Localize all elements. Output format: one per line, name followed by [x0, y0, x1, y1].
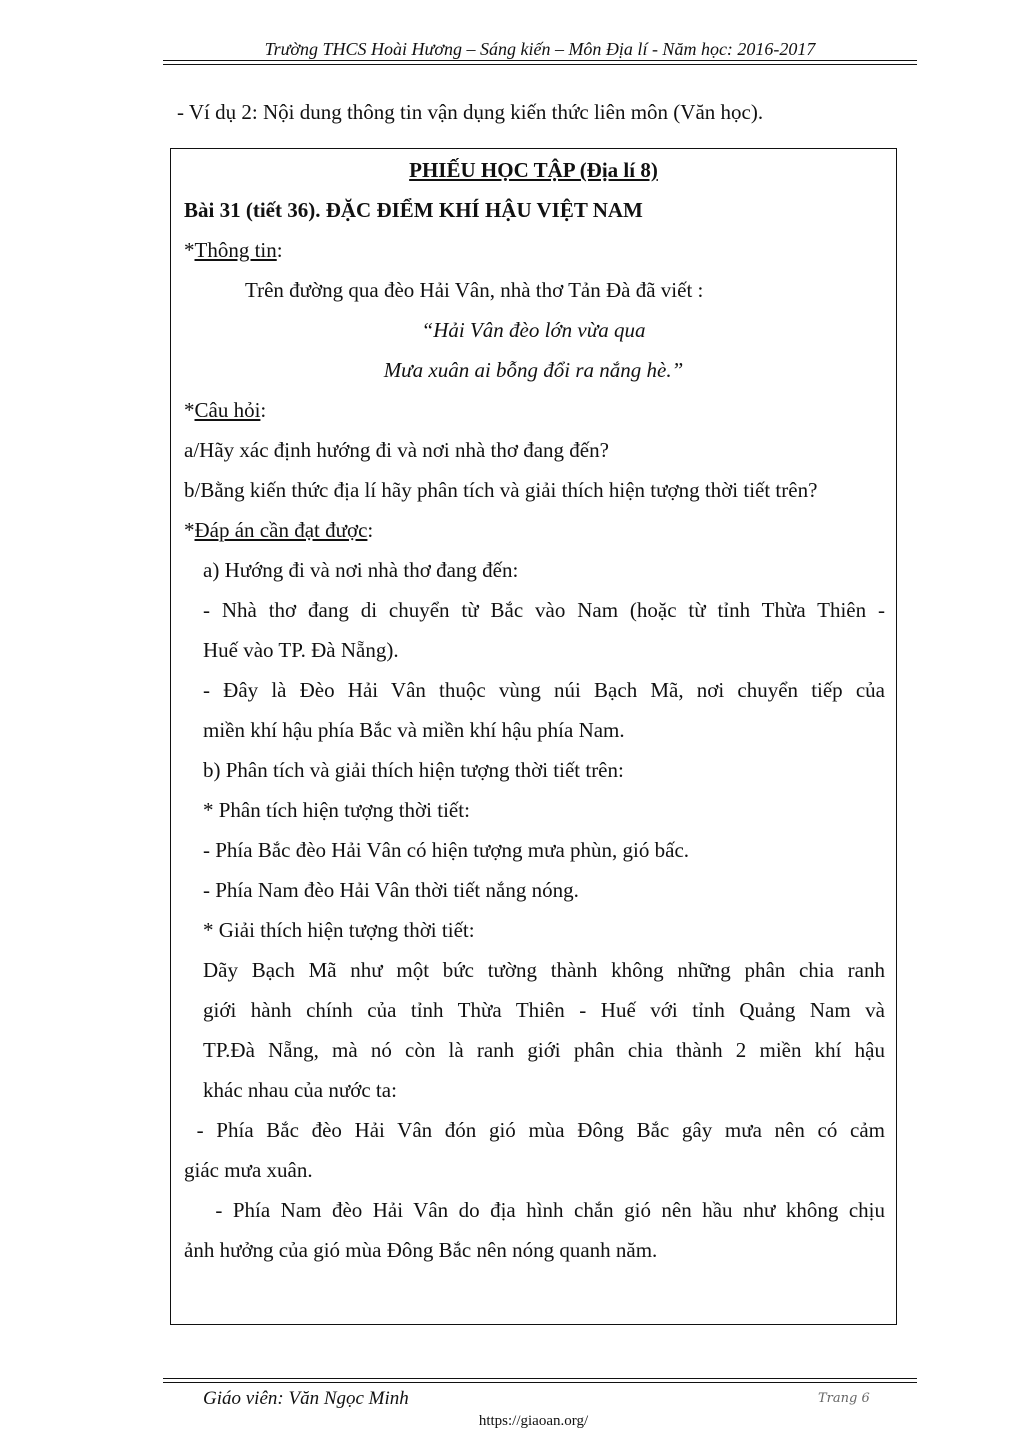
analysis-north: - Phía Bắc đèo Hải Vân có hiện tượng mưa phùn, gió bấc. — [203, 838, 690, 862]
footer-url: https://giaoan.org/ — [478, 1413, 589, 1429]
question-prefix: * — [184, 398, 195, 422]
explanation-north-line-1: - Phía Bắc đèo Hải Vân đón gió mùa Đông Bắc gây mưa nên có cảm — [184, 1118, 885, 1142]
header-rule-bottom — [163, 64, 917, 65]
info-label: Thông tin — [194, 238, 277, 262]
answer-label: Đáp án cần đạt được — [194, 518, 368, 542]
explanation-north-line-2: giác mưa xuân. — [184, 1158, 313, 1182]
question-a: a/Hãy xác định hướng đi và nơi nhà thơ đang đến? — [184, 438, 609, 462]
answer-a-point-1-line-2: Huế vào TP. Đà Nẵng). — [203, 638, 399, 662]
question-label: Câu hỏi — [194, 398, 261, 422]
answer-prefix: * — [184, 518, 195, 542]
poem-line-1: “Hải Vân đèo lớn vừa qua — [421, 318, 646, 342]
explanation-heading: * Giải thích hiện tượng thời tiết: — [203, 918, 475, 942]
page-header: Trường THCS Hoài Hương – Sáng kiến – Môn Địa lí - Năm học: 2016-2017 — [264, 39, 816, 59]
footer-rule-bottom — [163, 1382, 917, 1383]
info-text: Trên đường qua đèo Hải Vân, nhà thơ Tản Đà đã viết : — [245, 278, 704, 302]
question-b: b/Bằng kiến thức địa lí hãy phân tích và giải thích hiện tượng thời tiết trên? — [184, 478, 818, 502]
explanation-south-line-1: - Phía Nam đèo Hải Vân do địa hình chắn gió nên hầu như không chịu — [184, 1198, 885, 1222]
info-heading — [184, 236, 283, 264]
info-prefix: * — [184, 238, 195, 262]
answer-a-point-2-line-1: - Đây là Đèo Hải Vân thuộc vùng núi Bạch Mã, nơi chuyển tiếp của — [203, 678, 885, 702]
worksheet-title: PHIẾU HỌC TẬP (Địa lí 8) — [409, 158, 658, 182]
analysis-south: - Phía Nam đèo Hải Vân thời tiết nắng nóng. — [203, 878, 579, 902]
explanation-line-3: TP.Đà Nẵng, mà nó còn là ranh giới phân chia thành 2 miền khí hậu — [203, 1038, 885, 1062]
answer-a-heading: a) Hướng đi và nơi nhà thơ đang đến: — [203, 558, 519, 582]
answer-suffix: : — [367, 518, 374, 542]
footer-rule-top — [163, 1378, 917, 1379]
example-intro: - Ví dụ 2: Nội dung thông tin vận dụng kiến thức liên môn (Văn học). — [177, 100, 764, 124]
explanation-line-1: Dãy Bạch Mã như một bức tường thành không những phân chia ranh — [203, 958, 885, 982]
footer-page-number: Trang 6 — [818, 1391, 870, 1406]
answer-b-heading: b) Phân tích và giải thích hiện tượng thời tiết trên: — [203, 758, 624, 782]
question-suffix: : — [260, 398, 267, 422]
explanation-south-line-2: ảnh hưởng của gió mùa Đông Bắc nên nóng quanh năm. — [184, 1238, 658, 1262]
info-suffix: : — [276, 238, 283, 262]
poem-line-2: Mưa xuân ai bỗng đổi ra nắng hè.” — [383, 358, 684, 382]
footer-teacher: Giáo viên: Văn Ngọc Minh — [203, 1388, 409, 1409]
answer-a-point-2-line-2: miền khí hậu phía Bắc và miền khí hậu phía Nam. — [203, 718, 625, 742]
lesson-title: Bài 31 (tiết 36). ĐẶC ĐIỂM KHÍ HẬU VIỆT NAM — [184, 198, 643, 222]
header-rule-top — [163, 60, 917, 61]
explanation-line-4: khác nhau của nước ta: — [203, 1078, 397, 1102]
analysis-heading: * Phân tích hiện tượng thời tiết: — [203, 798, 470, 822]
answer-a-point-1-line-1: - Nhà thơ đang di chuyển từ Bắc vào Nam (hoặc từ tỉnh Thừa Thiên - — [203, 598, 885, 622]
answer-heading — [184, 516, 373, 544]
question-heading — [184, 396, 266, 424]
explanation-line-2: giới hành chính của tỉnh Thừa Thiên - Huế với tỉnh Quảng Nam và — [203, 998, 885, 1022]
